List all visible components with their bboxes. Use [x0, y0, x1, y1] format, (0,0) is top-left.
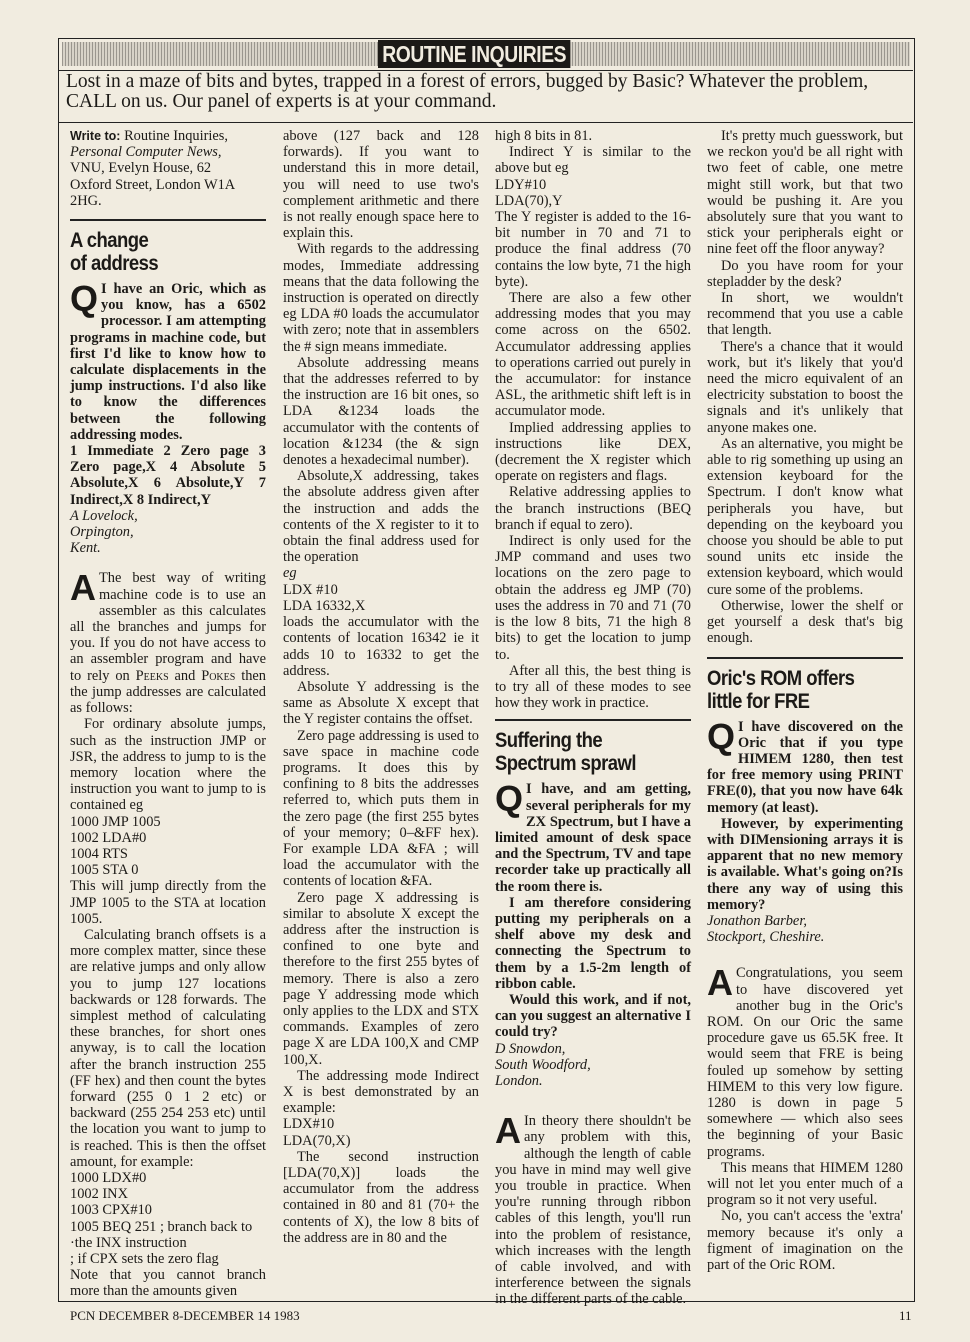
question-modes: 1 Immediate 2 Zero page 3 Zero page,X 4 Absolute 5 Absolute,X 6 Absolute,Y 7 Indirect,X 8 Indirect,Y: [70, 443, 266, 508]
intro-text: Lost in a maze of bits and bytes, trapped in a forest of errors, bugged by Basic? Whatever the problem, CALL on us. Our panel of experts is at your command.: [66, 71, 869, 112]
question-text: Would this work, and if not, can you suggest an alternative I could try?: [495, 991, 691, 1041]
answer-text: [707, 962, 903, 1160]
signature-line: Stockport, Cheshire.: [707, 929, 825, 946]
paragraph: As an alternative, you might be able to rig something up using an extension keyboard for the Spectrum. I don't know what peripherals you have, but depending on the keyboard you choose you should be able to put sound units etc inside the extension keyboard, which would cure some of the problems.: [707, 435, 903, 598]
paragraph: After all this, the best thing is to try all of these modes to see how they work in practice.: [495, 662, 691, 712]
signature-line: A Lovelock,: [70, 507, 138, 524]
answer-body: The best way of writing machine code is to use an assembler as this calculates all the branches and jumps for you. If you do not have access to an assembler program and have to rely on: [70, 570, 266, 684]
section-title: ROUTINE INQUIRIES: [378, 40, 570, 68]
signature-line: London.: [495, 1072, 543, 1089]
paragraph: It's pretty much guesswork, but we reckon you'd be all right with two feet of cable, one metre might still work, but that two would be pushing it. Are you absolutely sure that you want to stick your peripherals eight or nine feet off the floor anyway?: [707, 128, 903, 258]
paragraph: No, you can't access the 'extra' memory because it's only a figment of imagination on the part of the Oric ROM.: [707, 1208, 903, 1273]
paragraph: Indirect is only used for the JMP command and uses two locations on the zero page to obtain the address eg JMP (70) uses the address in 70 and 71 (70 is the low 8 bits, 71 the high 8 bits) to get the location to jump to.: [495, 533, 691, 663]
signature-line: Jonathon Barber,: [707, 912, 807, 929]
question-body: I have an Oric, which as you know, has a 6502 processor. I am attempting programs in machine code, but first I'd like to know how to calculate displacements in the jump instructions. I'd also like to know the differences between the following addressing modes.: [70, 281, 266, 443]
intro-rule-bottom: [59, 122, 913, 123]
paragraph: The second instruction [LDA(70,X)] loads the accumulator from the address contained in 80 and 81 (70+ the contents of X), the low 8 bits of the address are in 80 and the: [283, 1148, 479, 1246]
code-line: 1005 BEQ 251 ; branch back to: [70, 1218, 253, 1235]
and-word: and: [168, 667, 202, 684]
paragraph: above (127 back and 128 forwards). If you want to understand this in more detail, you will need to use two's complement arithmetic and there is not really enough space here to explain this.: [283, 128, 479, 242]
column-3: [495, 128, 691, 1308]
code-line: LDX #10: [283, 581, 338, 598]
paragraph: loads the accumulator with the contents of location 16342 ie it adds 10 to 16332 to get the address.: [283, 614, 479, 679]
peeks-word: Peeks: [135, 667, 169, 684]
paragraph: Calculating branch offsets is a more complex matter, since these are relative jumps and only allow you to jump 127 locations backwards or 128 forwards. The simplest method of calculating these branches, for short ones anyway, is to call the location after the branch instruction 255 (FF hex) and then count the bytes forward (255 0 1 2 etc) or backward (255 254 253 etc) until the location you want to jump to is reached. This is then the offset amount, for example:: [70, 926, 266, 1170]
question-body: I have, and am getting, several peripherals for my ZX Spectrum, but I have a limited amount of desk space and the Spectrum, TV and tape recorder take up practically all the room there is.: [495, 781, 691, 895]
answer-body: Congratulations, you seem to have discovered yet another bug in the Oric's ROM. On our Oric the same procedure gave us 65.5K free. It would seem that FRE is being fouled up somehow by setting HIMEM to this very low figure. 1280 is down in page 5 somewhere — which also sees the beginning of your Basic programs.: [707, 965, 903, 1160]
heading-rule: [495, 719, 691, 721]
drop-cap-a: A: [495, 1110, 521, 1152]
code-line: 1000 LDX#0: [70, 1169, 147, 1186]
code-line: 1002 LDA#0: [70, 829, 147, 846]
paragraph: Implied addressing applies to instructions like DEX, (decrement the X register which operate on registers and flags.: [495, 419, 691, 485]
heading-line-2: little for FRE: [707, 689, 810, 713]
signature-line: Orpington,: [70, 524, 134, 541]
code-line: LDA(70),Y: [495, 192, 563, 209]
write-to-label: Write to:: [70, 129, 121, 143]
signature-line: Kent.: [70, 540, 101, 557]
heading-line-1: A change: [70, 229, 149, 253]
paragraph: high 8 bits in 81.: [495, 128, 593, 144]
heading-line-2: of address: [70, 252, 159, 276]
paragraph: Zero page X addressing is similar to absolute X except the address after the instruction is confined to one byte and therefore to the first 255 bytes of memory. There is also a zero page Y addressing mode which only applies to the LDX and STX commands. Examples of zero page X are LDA 100,X and CMP 100,X.: [283, 889, 479, 1068]
answer-text: [70, 567, 266, 717]
paragraph: In short, we wouldn't recommend that you use a cable that length.: [707, 290, 903, 339]
drop-cap-q: Q: [707, 715, 736, 757]
code-line: LDX#10: [283, 1116, 335, 1133]
paragraph: Absolute addressing means that the addresses referred to by the instruction are 16 bit ones, so LDA &1234 loads the accumulator with the contents of location &1234 (the & sign denotes a hexadecimal number).: [283, 354, 479, 469]
heading-line-1: Oric's ROM offers: [707, 666, 855, 690]
eg-label: eg: [283, 565, 297, 582]
code-line: 1004 RTS: [70, 845, 128, 862]
paragraph: With regards to the addressing modes, Immediate addressing means that the data following the instruction is operated on directly eg LDA #0 loads the accumulator with zero; note that in assemblers the # sign means immediate.: [283, 241, 479, 355]
code-line: 1003 CPX#10: [70, 1202, 152, 1219]
question-text: [495, 778, 691, 895]
code-line: ·the INX instruction: [70, 1234, 187, 1251]
pokes-word: Pokes: [201, 667, 236, 684]
heading-rule: [707, 657, 903, 659]
column-1: [70, 128, 266, 1300]
question-body: I have discovered on the Oric that if you type HIMEM 1280, then test for free memory using PRINT FRE(0), that you now have 64k memory (at least).: [707, 718, 903, 816]
paragraph: Zero page addressing is used to save space in machine code programs. It does this by confining to 8 bits the addresses referred to, which puts them in the zero page (the first 255 bytes of your memory; 0–&FF hex). For example LDA &FA ; will load the accumulator with the contents of location &FA.: [283, 727, 479, 890]
heading-line-1: Suffering the: [495, 729, 603, 753]
paragraph: Indirect Y is similar to the above but eg: [495, 144, 691, 177]
question-text: [707, 715, 903, 816]
question-text: However, by experimenting with DIMensioning arrays it is apparent that no new memory is available. What's going on?Is there any way of using this memory?: [707, 815, 903, 913]
paragraph: This will jump directly from the JMP 1005 to the STA at location 1005.: [70, 878, 266, 927]
question-text: [70, 278, 266, 443]
code-line: LDY#10: [495, 176, 547, 193]
heading-rule: [70, 219, 266, 221]
paragraph: Absolute,X addressing, takes the absolute address given after the instruction and adds the contents of the X register to it to obtain the final address used for the operation: [283, 468, 479, 566]
answer-text: [495, 1110, 691, 1308]
paragraph: The Y register is added to the 16-bit number in 70 and 71 to produce the final address (70 contains the low byte, 71 the high byte).: [495, 209, 691, 290]
paragraph: For ordinary absolute jumps, such as the instruction JMP or JSR, the address to jump to is the memory location where the instruction you want to jump to is contained eg: [70, 716, 266, 814]
signature-line: D Snowdon,: [495, 1040, 566, 1057]
paragraph: There are also a few other addressing modes that you may come across on the 6502. Accumulator addressing applies to operations carried out purely in the accumulator: for instance ASL, the arithmetic shift left is in accumulator mode.: [495, 290, 691, 420]
code-line: 1005 STA 0: [70, 862, 139, 879]
paragraph: Note that you cannot branch more than the amounts given: [70, 1267, 266, 1300]
answer-body-2: then the jump addresses are calculated as follows:: [70, 667, 266, 717]
paragraph: The addressing mode Indirect X is best demonstrated by an example:: [283, 1067, 479, 1117]
paragraph: This means that HIMEM 1280 will not let you enter much of a program so it not very useful.: [707, 1159, 903, 1209]
paragraph: There's a chance that it would work, but it's likely that you'd need the micro equivalent of an electricity substation to boost the signals and it's unlikely that anyone makes one.: [707, 338, 903, 436]
code-line: ; if CPX sets the zero flag: [70, 1251, 219, 1267]
paragraph: Relative addressing applies to the branch instructions (BEQ branch if equal to zero).: [495, 484, 691, 533]
answer-body: In theory there shouldn't be any problem with this, although the length of cable you have in mind may well give you trouble in practice. When you're running through ribbon cables of this length, you'll run into the problem of resistance, which increases with the length of cable involved, and with interference between the signals in the different parts of the cable.: [495, 1113, 691, 1308]
address-line: VNU, Evelyn House, 62: [70, 160, 212, 177]
page-number: 11: [899, 1308, 912, 1323]
question-text: I am therefore considering putting my peripherals on a shelf above my desk and connecting the Spectrum to them by a 1.5-2m length of ribbon cable.: [495, 894, 691, 992]
code-line: 1000 JMP 1005: [70, 813, 161, 830]
code-line: 1002 INX: [70, 1186, 128, 1203]
column-2: [283, 128, 479, 1246]
write-to-block: [70, 128, 266, 144]
column-4: [707, 128, 903, 1273]
drop-cap-q: Q: [70, 278, 99, 320]
address-line: Oxford Street, London W1A: [70, 176, 236, 193]
paragraph: Otherwise, lower the shelf or get yourself a desk that's big enough.: [707, 597, 903, 647]
address-line: 2HG.: [70, 192, 102, 209]
signature-line: South Woodford,: [495, 1056, 591, 1073]
address-line: Personal Computer News,: [70, 144, 222, 161]
drop-cap-a: A: [707, 962, 733, 1004]
address-line: Routine Inquiries,: [124, 128, 228, 144]
drop-cap-q: Q: [495, 778, 524, 820]
paragraph: Absolute Y addressing is the same as Absolute X except that the Y register contains the offset.: [283, 678, 479, 728]
heading-line-2: Spectrum sprawl: [495, 752, 637, 776]
code-line: LDA 16332,X: [283, 597, 366, 614]
drop-cap-a: A: [70, 567, 96, 609]
code-line: LDA(70,X): [283, 1132, 351, 1149]
paragraph: Do you have room for your stepladder by the desk?: [707, 257, 903, 290]
footer-issue: PCN DECEMBER 8-DECEMBER 14 1983: [70, 1308, 300, 1323]
